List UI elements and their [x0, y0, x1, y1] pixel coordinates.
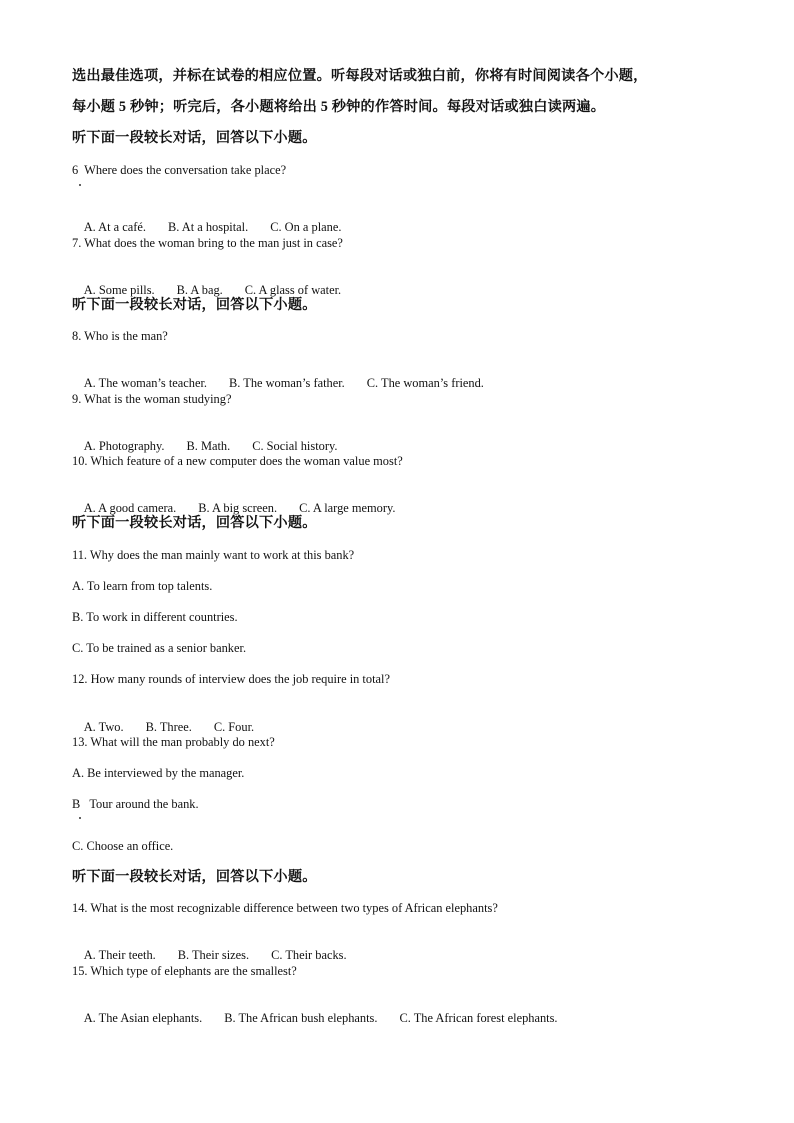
option-12a: A. Two.: [83, 720, 124, 734]
stray-dot: [79, 184, 81, 186]
option-7a: A. Some pills.: [83, 283, 155, 297]
option-13b: B Tour around the bank.: [72, 797, 199, 811]
option-15a: A. The Asian elephants.: [83, 1011, 203, 1025]
option-12b: B. Three.: [145, 720, 192, 734]
option-14c: C. Their backs.: [271, 948, 347, 962]
option-6a: A. At a café.: [83, 220, 146, 234]
option-10c: C. A large memory.: [299, 501, 396, 515]
option-10a: A. A good camera.: [83, 501, 177, 515]
question-6: 6 Where does the conversation take place?: [72, 163, 287, 177]
question-12: 12. How many rounds of interview does the job require in total?: [72, 672, 390, 686]
section-heading-4: 听下面一段较长对话，回答以下小题。: [72, 869, 317, 885]
options-row-15: [72, 994, 580, 1042]
option-12c: C. Four.: [213, 720, 255, 734]
question-7: 7. What does the woman bring to the man just in case?: [72, 236, 343, 250]
question-10: 10. Which feature of a new computer does the woman value most?: [72, 454, 403, 468]
question-11: 11. Why does the man mainly want to work at this bank?: [72, 548, 355, 562]
option-15c: C. The African forest elephants.: [399, 1011, 558, 1025]
option-11c: C. To be trained as a senior banker.: [72, 641, 247, 655]
option-9a: A. Photography.: [83, 439, 165, 453]
intro-line-1: 选出最佳选项，并标在试卷的相应位置。听每段对话或独白前，你将有时间阅读各个小题，: [72, 68, 648, 84]
option-14b: B. Their sizes.: [177, 948, 250, 962]
option-13a: A. Be interviewed by the manager.: [72, 766, 245, 780]
option-14a: A. Their teeth.: [83, 948, 156, 962]
option-15b: B. The African bush elephants.: [224, 1011, 378, 1025]
option-6b: B. At a hospital.: [168, 220, 249, 234]
option-8a: A. The woman’s teacher.: [83, 376, 208, 390]
option-8c: C. The woman’s friend.: [366, 376, 484, 390]
option-13c: C. Choose an office.: [72, 839, 174, 853]
stray-dot: [79, 817, 81, 819]
intro-line-2: 每小题 5 秒钟；听完后，各小题将给出 5 秒钟的作答时间。每段对话或独白读两遍。: [72, 99, 606, 115]
question-15: 15. Which type of elephants are the smallest?: [72, 964, 297, 978]
question-9: 9. What is the woman studying?: [72, 392, 232, 406]
section-heading-1: 听下面一段较长对话，回答以下小题。: [72, 130, 317, 146]
option-11a: A. To learn from top talents.: [72, 579, 213, 593]
question-8: 8. Who is the man?: [72, 329, 168, 343]
option-9c: C. Social history.: [252, 439, 338, 453]
option-11b: B. To work in different countries.: [72, 610, 238, 624]
option-7c: C. A glass of water.: [244, 283, 342, 297]
option-8b: B. The woman’s father.: [229, 376, 345, 390]
option-9b: B. Math.: [186, 439, 231, 453]
section-heading-3: 听下面一段较长对话，回答以下小题。: [72, 515, 317, 531]
question-13: 13. What will the man probably do next?: [72, 735, 275, 749]
question-14: 14. What is the most recognizable difference between two types of African elephants?: [72, 901, 498, 915]
section-heading-2: 听下面一段较长对话，回答以下小题。: [72, 297, 317, 313]
option-7b: B. A bag.: [176, 283, 223, 297]
option-6c: C. On a plane.: [270, 220, 342, 234]
option-10b: B. A big screen.: [198, 501, 278, 515]
